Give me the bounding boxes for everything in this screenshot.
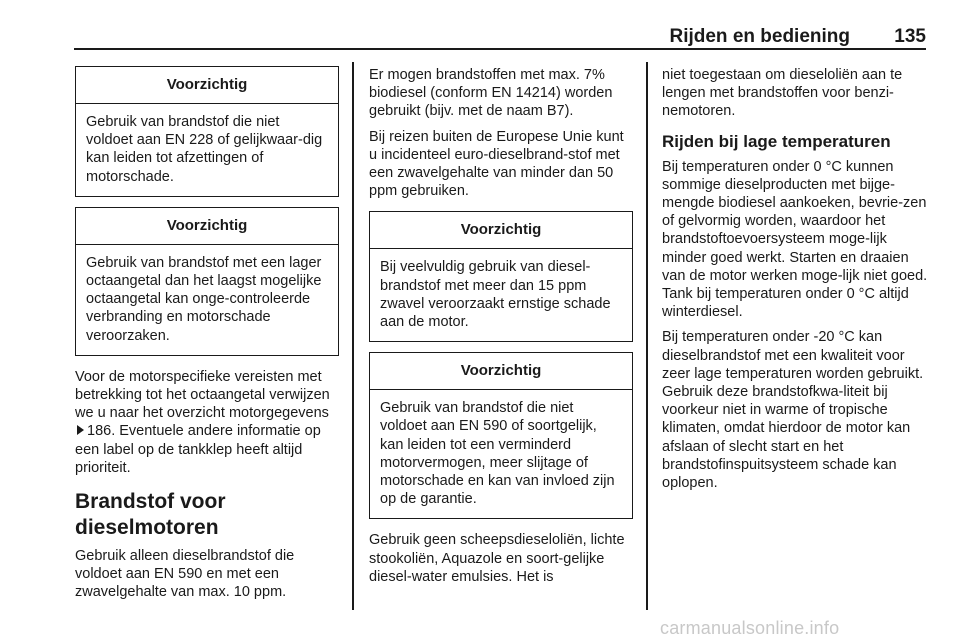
caution-text: Gebruik van brandstof met een lager octaangetal dan het laagst mogelijke octaangetal kan onge-controleerde verbranding en motorschade veroorzaken. (86, 254, 322, 344)
paragraph-text: Voor de motorspecifieke vereisten met betrekking tot het octaangetal verwijzen we u naar het overzicht motorgegevens (75, 368, 330, 422)
paragraph: Gebruik alleen dieselbrandstof die voldoet aan EN 590 en met een zwavelgehalte van max. 10 ppm. (75, 548, 295, 601)
paragraph: Bij temperaturen onder 0 °C kunnen sommige dieselproducten met bijge-mengde biodiesel aankoeken, bevrie-zen of gelvormig worden, waardoor het brandstoftoevoersysteem moge-lijk minder goed werkt. Starten en draaien van de motor werken moge-lijk niet goed. Tank bij temperaturen onder 0 °C altijd winterdiesel. (662, 158, 928, 321)
paragraph: Bij reizen buiten de Europese Unie kunt u incidenteel euro-dieselbrand-stof met een zwavelgehalte van minder dan 50 ppm gebruiken. (369, 128, 624, 200)
paragraph: niet toegestaan om dieseloliën aan te lengen met brandstoffen voor benzi-nemotoren. (662, 67, 903, 120)
paragraph: Bij temperaturen onder -20 °C kan dieselbrandstof met een kwaliteit voor zeer lage temperaturen worden gebruikt. Gebruik deze brandstofkwa-liteit bij voorkeur niet in warme of tropische klimaten, omdat hierdoor de motor kan afslaan of slecht start en het brandstofinspuitsysteem schade kan oplopen. (662, 329, 924, 492)
running-head-title: Rijden en bediening (669, 26, 850, 47)
section-heading: Rijden bij lage temperaturen (662, 131, 891, 151)
section-heading: Brandstof voor dieselmotoren (75, 490, 226, 540)
caution-box (75, 66, 339, 197)
caution-text: Bij veelvuldig gebruik van diesel-brandstof met meer dan 15 ppm zwavel veroorzaakt ernstige schade aan de motor. (380, 259, 611, 331)
paragraph-text: 186. Eventuele andere informatie op een label op de tankklep heeft altijd prioriteit. (75, 423, 321, 476)
paragraph: Er mogen brandstoffen met max. 7% biodiesel (conform EN 14214) worden gebruikt (bijv. met de naam B7). (369, 67, 613, 120)
page-number: 135 (894, 26, 926, 47)
caution-box (369, 352, 633, 519)
column-divider-2 (646, 62, 648, 610)
caution-box (75, 207, 339, 356)
caution-title: Voorzichtig (370, 353, 632, 390)
caution-text: Gebruik van brandstof die niet voldoet aan EN 590 of soortgelijk, kan leiden tot een verminderd motorvermogen, meer slijtage of motorschade en kan van invloed zijn op de garantie. (380, 400, 615, 508)
column-2 (369, 66, 633, 593)
page-reference-arrow-icon (77, 425, 84, 435)
header-rule (74, 48, 926, 50)
caution-box (369, 211, 633, 342)
column-divider-1 (352, 62, 354, 610)
caution-text: Gebruik van brandstof die niet voldoet aan EN 228 of gelijkwaar-dig kan leiden tot afzettingen of motorschade. (86, 114, 323, 185)
caution-title: Voorzichtig (76, 208, 338, 245)
paragraph: Gebruik geen scheepsdieseloliën, lichte stookoliën, Aquazole en soort-gelijke diesel-water emulsies. Het is (369, 532, 625, 585)
watermark: carmanualsonline.info (660, 618, 840, 638)
caution-title: Voorzichtig (370, 212, 632, 249)
column-1 (75, 66, 339, 609)
paragraph (75, 368, 339, 477)
caution-title: Voorzichtig (76, 67, 338, 104)
column-3 (662, 66, 928, 499)
